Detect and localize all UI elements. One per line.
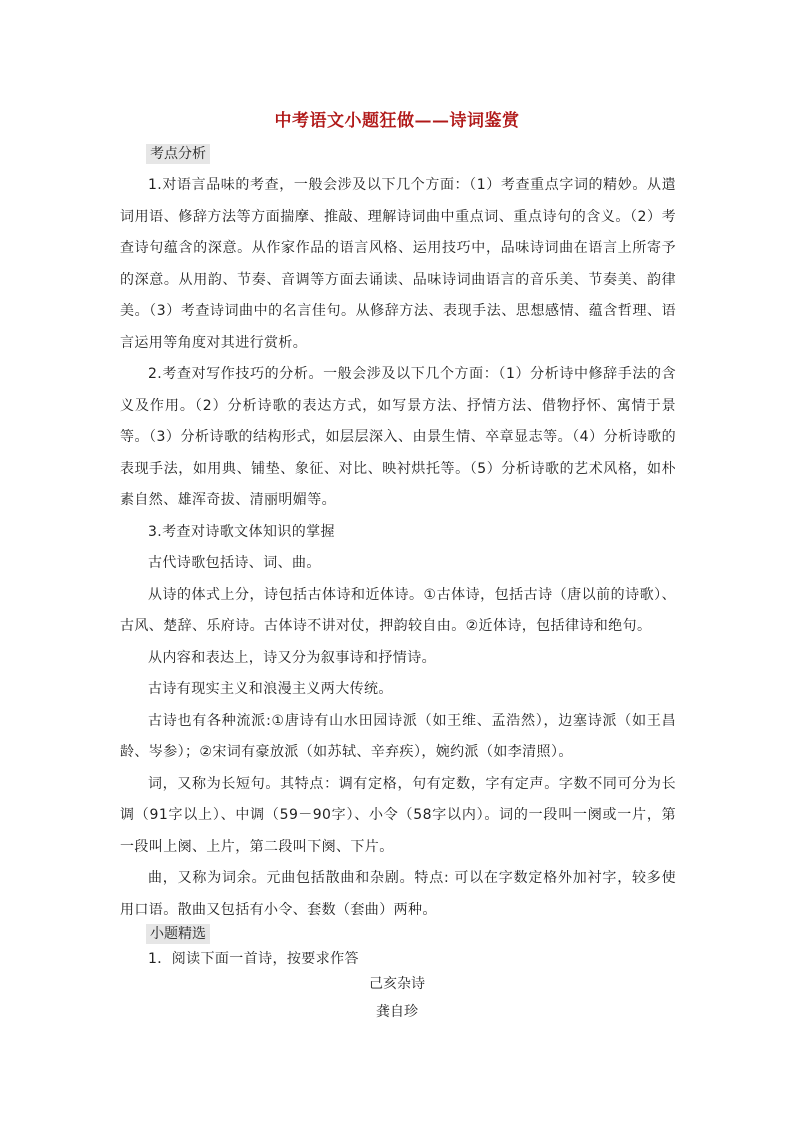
paragraph-traditions: 古诗有现实主义和浪漫主义两大传统。 bbox=[148, 681, 393, 697]
paragraph-qu: 曲，又称为词余。元曲包括散曲和杂剧。特点: 可以在字数定格外加衬字，较多使用口语。散曲又包括有小令、套数（套曲）两种。 bbox=[120, 870, 676, 918]
paragraph-poem-forms: 从诗的体式上分，诗包括古体诗和近体诗。①古体诗，包括古诗（唐以前的诗歌）、古风、楚辞、乐府诗。古体诗不讲对仗，押韵较自由。②近体诗，包括律诗和绝句。 bbox=[120, 586, 676, 634]
paragraph-schools: 古诗也有各种流派:①唐诗有山水田园诗派（如王维、孟浩然），边塞诗派（如王昌龄、岑参）；②宋词有豪放派（如苏轼、辛弃疾），婉约派（如李清照）。 bbox=[120, 712, 676, 760]
paragraph-ci: 词，又称为长短句。其特点：调有定格，句有定数，字有定声。字数不同可分为长调（91字以上）、中调（59－90字）、小令（58字以内）。词的一段叫一阕或一片，第一段叫上阕、上片，第二段叫下阕、下片。 bbox=[120, 775, 676, 855]
section-label-practice: 小题精选 bbox=[146, 924, 210, 944]
poem-title: 己亥杂诗 bbox=[369, 976, 425, 992]
question-text bbox=[120, 944, 676, 976]
paragraph-ancient-poetry: 古代诗歌包括诗、词、曲。 bbox=[148, 555, 321, 571]
body-text bbox=[120, 170, 676, 926]
document-title: 中考语文小题狂做——诗词鉴赏 bbox=[274, 111, 520, 131]
question-1: 1．阅读下面一首诗，按要求作答 bbox=[148, 951, 359, 967]
poem-author: 龚自珍 bbox=[376, 1004, 418, 1020]
paragraph-genre-knowledge: 3.考查对诗歌文体知识的掌握 bbox=[148, 523, 335, 540]
paragraph-technique: 2.考查对写作技巧的分析。一般会涉及以下几个方面：（1）分析诗中修辞手法的含义及作用。（2）分析诗歌的表达方式，如写景方法、抒情方法、借物抒怀、寓情于景等。（3）分析诗歌的结构形式，如层层深入、由景生情、卒章显志等。（4）分析诗歌的表现手法，如用典、铺垫、象征、对比、映衬烘托等。（5）分析诗歌的艺术风格，如朴素自然、雄浑奇拔、清丽明媚等。 bbox=[120, 366, 676, 508]
paragraph-language: 1.对语言品味的考查，一般会涉及以下几个方面：（1）考查重点字词的精妙。从遣词用语、修辞方法等方面揣摩、推敲、理解诗词曲中重点词、重点诗句的含义。（2）考查诗句蕴含的深意。从作家作品的语言风格、运用技巧中，品味诗词曲在语言上所寄予的深意。从用韵、节奏、音调等方面去诵读、品味诗词曲语言的音乐美、节奏美、韵律美。（3）考查诗词曲中的名言佳句。从修辞方法、表现手法、思想感情、蕴含哲理、语言运用等角度对其进行赏析。 bbox=[120, 177, 676, 351]
paragraph-content-types: 从内容和表达上，诗又分为叙事诗和抒情诗。 bbox=[148, 649, 436, 666]
section-label-analysis: 考点分析 bbox=[146, 144, 210, 164]
